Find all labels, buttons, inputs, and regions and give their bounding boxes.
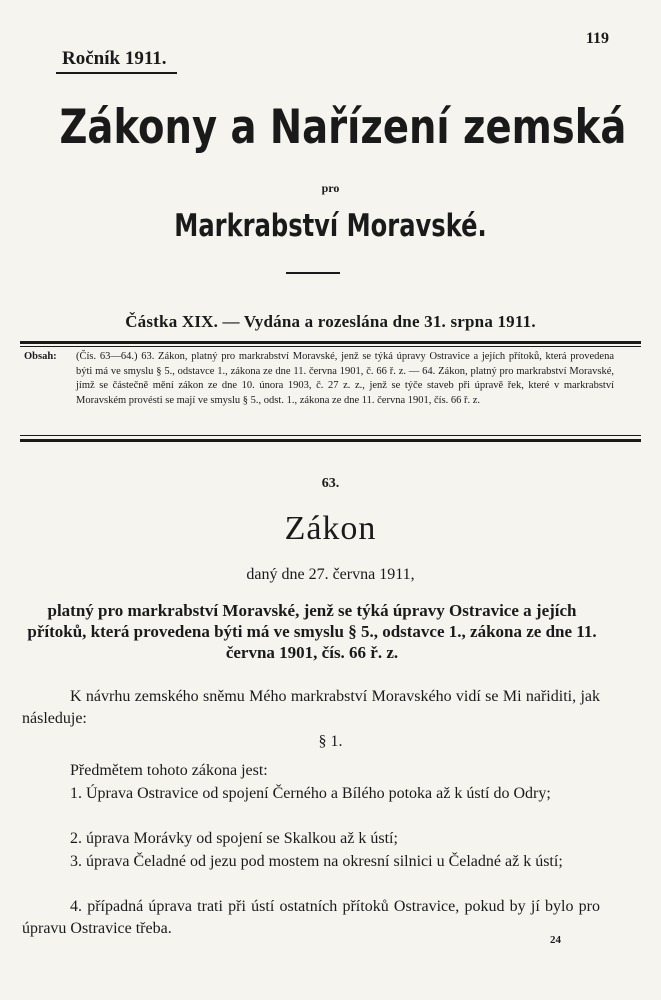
law-title: Zákon — [284, 510, 377, 547]
contents-bottom-rule-thin — [20, 435, 641, 436]
section-intro: Předmětem tohoto zákona jest: — [70, 762, 268, 779]
sub-title: Markrabství Moravské. — [174, 208, 487, 244]
list-item-2: 2. úprava Morávky od spojení se Skalkou až k ústí; — [70, 830, 398, 847]
law-number: 63. — [321, 476, 340, 491]
list-item-1: 1. Úprava Ostravice od spojení Černého a Bílého potoka až k ústí do Odry; — [70, 785, 551, 802]
contents-bottom-rule — [20, 439, 641, 442]
law-date: daný dne 27. června 1911, — [246, 566, 415, 583]
title-divider — [286, 272, 340, 274]
contents-block — [24, 350, 614, 408]
list-item-4: 4. případná úprava trati při ústí ostatních přítoků Ostravice, pokud by jí bylo pro úpravu Ostravice třeba. — [22, 898, 600, 937]
volume-year: Ročník 1911. — [56, 48, 177, 74]
contents-top-rule — [20, 341, 641, 344]
contents-top-rule-thin — [20, 346, 641, 347]
page-number: 119 — [585, 30, 609, 47]
contents-text: (Čís. 63—64.) 63. Zákon, platný pro markrabství Moravské, jenž se týká úpravy Ostravice a jejích přítoků, která provedena býti má ve smyslu § 5., odstavce 1., zákona ze dne 11. června 1901, č. 66 ř. z. — 64. Zákon, platný pro markrabství Moravské, jímž se částečně mění zákon ze dne 10. února 1903, č. 27 z. z., jenž se týče staveb při úpravě řek, které v markrabství Moravském provésti se mají ve smyslu § 5., odst. 1., zákona ze dne 11. června 1901, čís. 66 ř. z. — [76, 351, 614, 406]
title-connector: pro — [321, 181, 340, 195]
law-preamble: K návrhu zemského sněmu Mého markrabství Moravského vidí se Mi nařiditi, jak následuje: — [22, 688, 600, 727]
law-subject: platný pro markrabství Moravské, jenž se týká úpravy Ostravice a jejích přítoků, která provedena býti má ve smyslu § 5., odstavce 1., zákona ze dne 11. června 1901, čís. 66 ř. z. — [27, 601, 597, 662]
contents-label: Obsah: — [24, 351, 57, 362]
issue-line: Částka XIX. — Vydána a rozeslána dne 31. srpna 1911. — [125, 312, 536, 331]
list-item-3: 3. úprava Čeladné od jezu pod mostem na okresní silnici u Čeladné až k ústí; — [70, 853, 563, 870]
section-heading: § 1. — [318, 733, 343, 750]
signature-mark: 24 — [550, 934, 561, 946]
main-title: Zákony a Nařízení zemská — [59, 100, 627, 155]
